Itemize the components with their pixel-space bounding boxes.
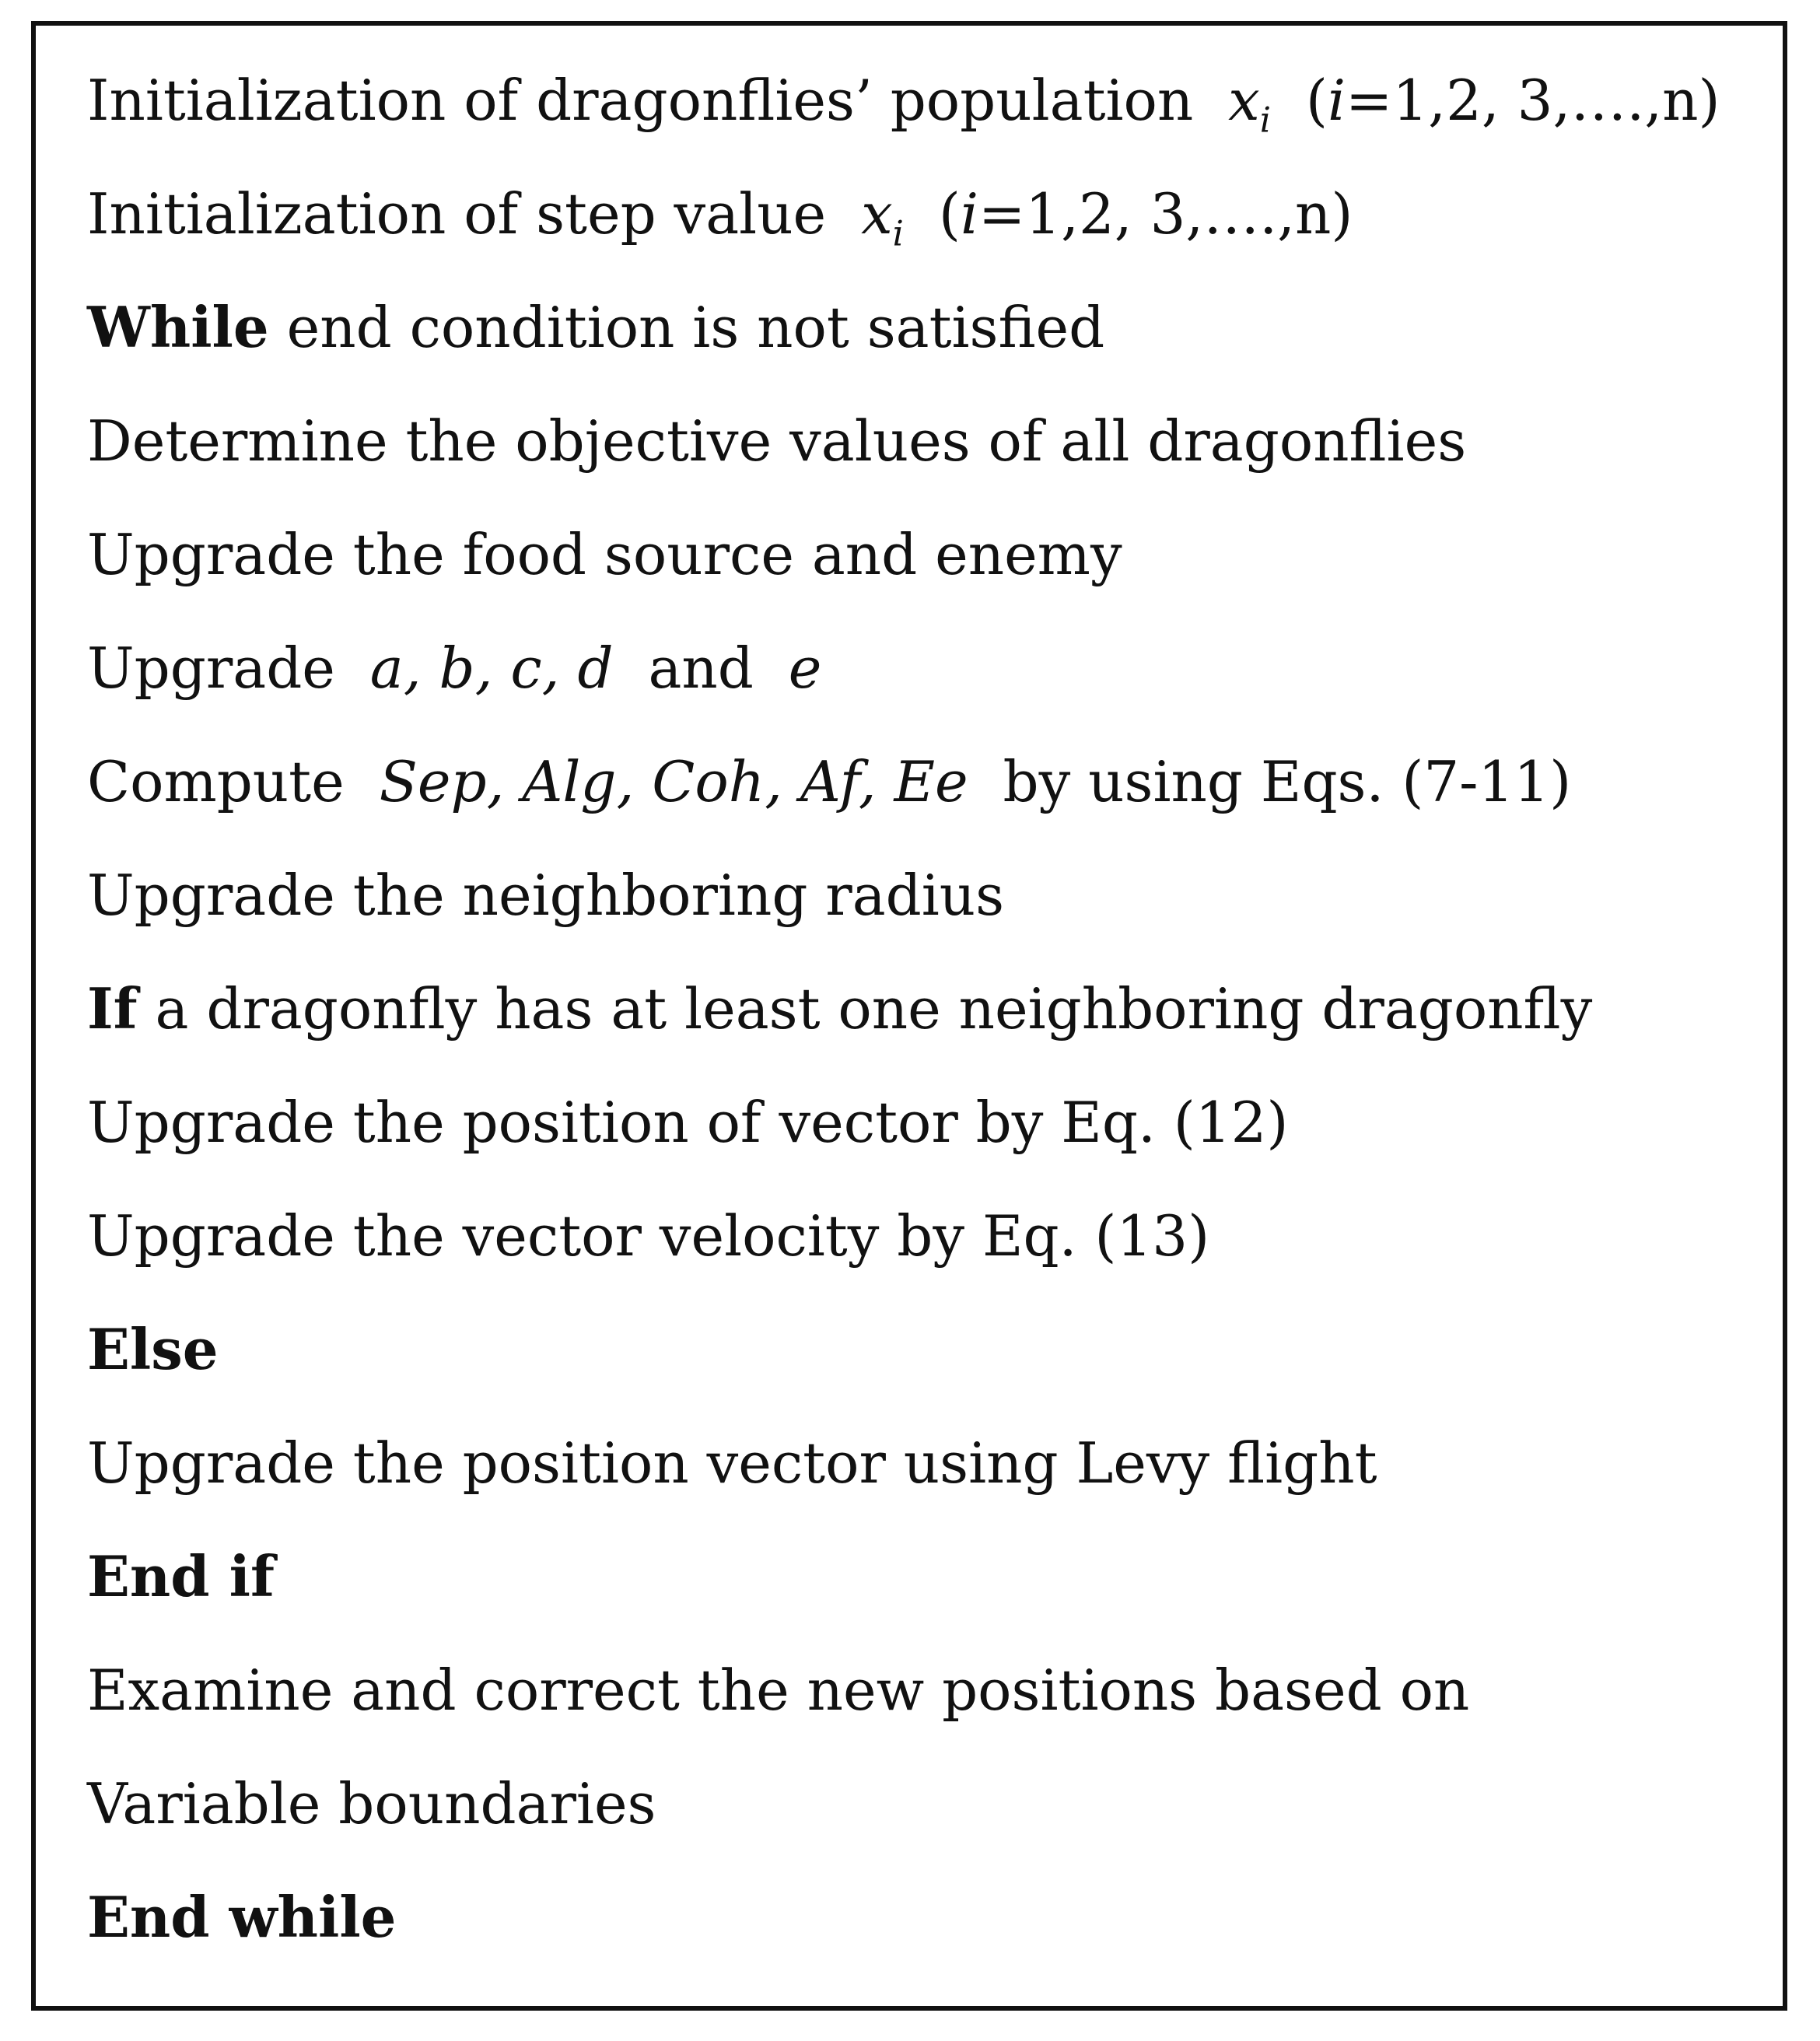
algo-line-3 [87, 294, 1105, 360]
params: a, b, c, d [369, 635, 614, 701]
algo-line-9 [87, 975, 1593, 1042]
algo-line-5 [87, 522, 1122, 587]
keyword-else: Else [87, 1316, 219, 1382]
index-var: i [960, 181, 978, 247]
line-text: Upgrade [87, 635, 335, 701]
algo-line-1 [87, 68, 1720, 141]
var-x: $x_i$ [1228, 68, 1272, 141]
algorithm-box [31, 21, 1787, 2011]
algo-line-15 [87, 1658, 1470, 1723]
line-text: a dragonfly has at least one neighboring dragonfly [155, 976, 1593, 1042]
index-range: =1,2, 3,….,n) [1346, 68, 1720, 133]
index-var: i [1328, 68, 1346, 133]
line-text: Upgrade the neighboring radius [87, 863, 1005, 928]
paren: ( [1305, 68, 1328, 133]
algo-line-11 [87, 1203, 1210, 1269]
algo-line-14 [87, 1543, 275, 1609]
keyword-end-if: End if [87, 1543, 275, 1609]
line-rest: by using Eqs. (7-11) [1003, 749, 1572, 814]
algo-line-17 [87, 1884, 397, 1950]
line-text: end condition is not satisfied [286, 295, 1105, 360]
line-text: Compute [87, 749, 345, 814]
algo-line-13 [87, 1430, 1377, 1496]
algo-line-7 [87, 749, 1572, 814]
line-text: Upgrade the vector velocity by Eq. (13) [87, 1203, 1210, 1269]
algo-line-10 [87, 1090, 1289, 1155]
algo-line-2 [87, 181, 1353, 254]
line-text: Determine the objective values of all dragonflies [87, 408, 1467, 474]
index-range: =1,2, 3,….,n) [978, 181, 1353, 247]
line-text: Examine and correct the new positions based on [87, 1658, 1470, 1723]
keyword-while: While [87, 294, 269, 360]
algo-line-8 [87, 863, 1005, 928]
params: Sep, Alg, Coh, Af, Ee [379, 749, 968, 814]
line-text: Upgrade the food source and enemy [87, 522, 1122, 587]
line-text: Initialization of step value [87, 181, 827, 247]
keyword-if: If [87, 975, 138, 1042]
algo-line-16 [87, 1771, 656, 1836]
line-text: Initialization of dragonflies’ population [87, 68, 1194, 133]
param-e: e [788, 635, 822, 701]
algo-line-4 [87, 408, 1467, 474]
line-text: Variable boundaries [87, 1771, 656, 1836]
algo-line-6 [87, 635, 822, 701]
var-x: $x_i$ [861, 181, 904, 254]
line-text: Upgrade the position vector using Levy flight [87, 1430, 1377, 1496]
paren: ( [938, 181, 961, 247]
conjunction: and [648, 635, 754, 701]
algo-line-12 [87, 1316, 219, 1382]
keyword-end-while: End while [87, 1884, 397, 1950]
line-text: Upgrade the position of vector by Eq. (12) [87, 1090, 1289, 1155]
